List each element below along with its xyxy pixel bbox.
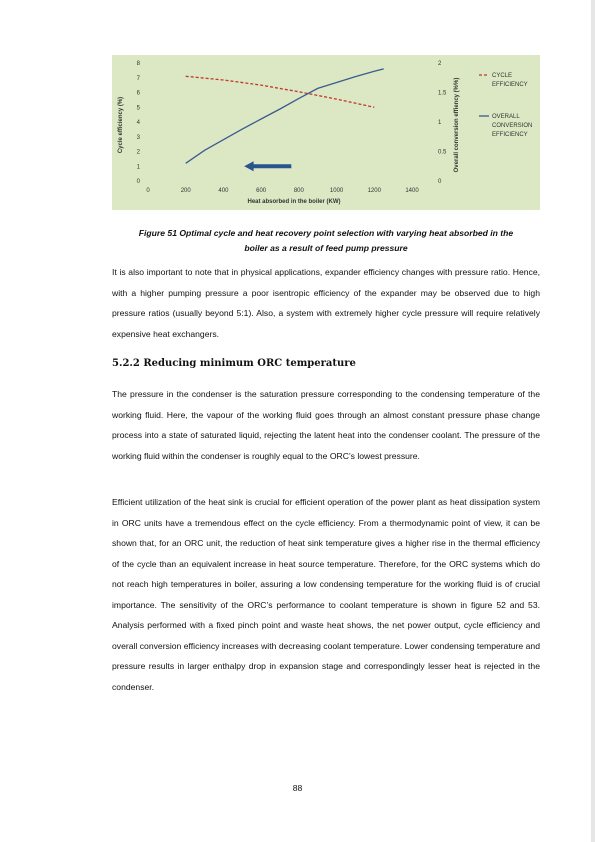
legend-label-cycle-line-1: CYCLE	[492, 73, 513, 79]
y-right-axis-title: Overall conversion effiency (%%)	[454, 77, 460, 173]
y-right-tick-label: 2	[438, 61, 442, 67]
legend-label-overall-line-2: CONVERSION	[492, 123, 533, 129]
x-tick-label: 200	[180, 188, 191, 194]
y-right-tick-label: 1.5	[438, 90, 447, 97]
legend-label-overall-line-1: OVERALL	[492, 114, 520, 120]
y-left-axis-title: Cycle efficiency (%)	[118, 96, 124, 154]
paragraph-condenser-pressure: The pressure in the condenser is the saturation pressure corresponding to the condensing temperature of the working fluid. Here, the vapour of the working fluid goes through an almost constant pressure phase change process into a state of saturated liquid, rejecting the latent heat into the condenser coolant. The pressure of the working fluid within the condenser is roughly equal to the ORC’s lowest pressure.	[112, 389, 540, 461]
paragraph-expander-efficiency: It is also important to note that in physical applications, expander efficiency changes with pressure ratio. Hence, with a higher pumping pressure a poor isentropic efficiency of the expander may be observed due to high pressure ratios (usually beyond 5:1). Also, a system with extremely higher cycle pressure will require relatively expensive heat exchangers.	[112, 267, 540, 339]
x-tick-label: 800	[293, 188, 304, 194]
section-heading: 5.2.2 Reducing minimum ORC temperature	[112, 358, 356, 369]
x-tick-label: 0	[146, 188, 150, 194]
chart-svg	[112, 55, 540, 210]
x-tick-label: 1000	[329, 188, 344, 194]
y-left-tick-label: 3	[136, 134, 140, 141]
y-left-tick-label: 0	[136, 179, 140, 185]
caption-line-1: Figure 51 Optimal cycle and heat recovery point selection with varying heat absorbed in the	[138, 228, 514, 238]
figure-caption	[112, 226, 540, 256]
x-tick-label: 600	[256, 188, 267, 194]
y-left-tick-label: 5	[136, 105, 140, 112]
y-left-tick-label: 1	[136, 164, 140, 171]
page-number: 88	[292, 783, 303, 793]
x-tick-label: 400	[218, 188, 229, 194]
y-left-tick-label: 2	[136, 149, 140, 156]
caption-line-2: boiler as a result of feed pump pressure	[244, 243, 408, 253]
figure-51-chart	[112, 55, 540, 210]
legend-label-overall-line-3: EFFICIENCY	[492, 132, 528, 138]
y-left-tick-label: 6	[136, 90, 140, 97]
x-tick-label: 1400	[405, 188, 419, 194]
y-left-tick-label: 8	[136, 61, 140, 67]
y-right-tick-label: 1	[438, 120, 442, 126]
x-tick-label: 1200	[367, 188, 381, 194]
x-axis-title: Heat absorbed in the boiler (KW)	[247, 199, 341, 205]
plot-background	[112, 55, 540, 210]
legend-label-cycle-line-2: EFFICIENCY	[492, 82, 528, 88]
page-edge	[591, 0, 595, 842]
y-left-tick-label: 7	[136, 75, 140, 82]
y-right-tick-label: 0	[438, 179, 442, 185]
y-right-tick-label: 0.5	[438, 149, 447, 156]
y-left-tick-label: 4	[136, 120, 140, 126]
paragraph-heat-sink: Efficient utilization of the heat sink is crucial for efficient operation of the power plant as heat dissipation system in ORC units have a tremendous effect on the cycle efficiency. From a thermodynamic point of view, it can be shown that, for an ORC unit, the reduction of heat sink temperature gives a higher rise in the thermal efficiency of the cycle than an equivalent increase in heat source temperature. Therefore, for the ORC systems which do not reach high temperatures in boiler, assuring a low condensing temperature for the working fluid is of crucial importance. The sensitivity of the ORC’s performance to coolant temperature is shown in figure 52 and 53. Analysis performed with a fixed pinch point and waste heat shows, the net power output, cycle efficiency and overall conversion efficiency increases with decreasing coolant temperature. Lower condensing temperature and pressure results in larger enthalpy drop in expansion stage and correspondingly lesser heat is rejected in the condenser.	[112, 497, 540, 692]
